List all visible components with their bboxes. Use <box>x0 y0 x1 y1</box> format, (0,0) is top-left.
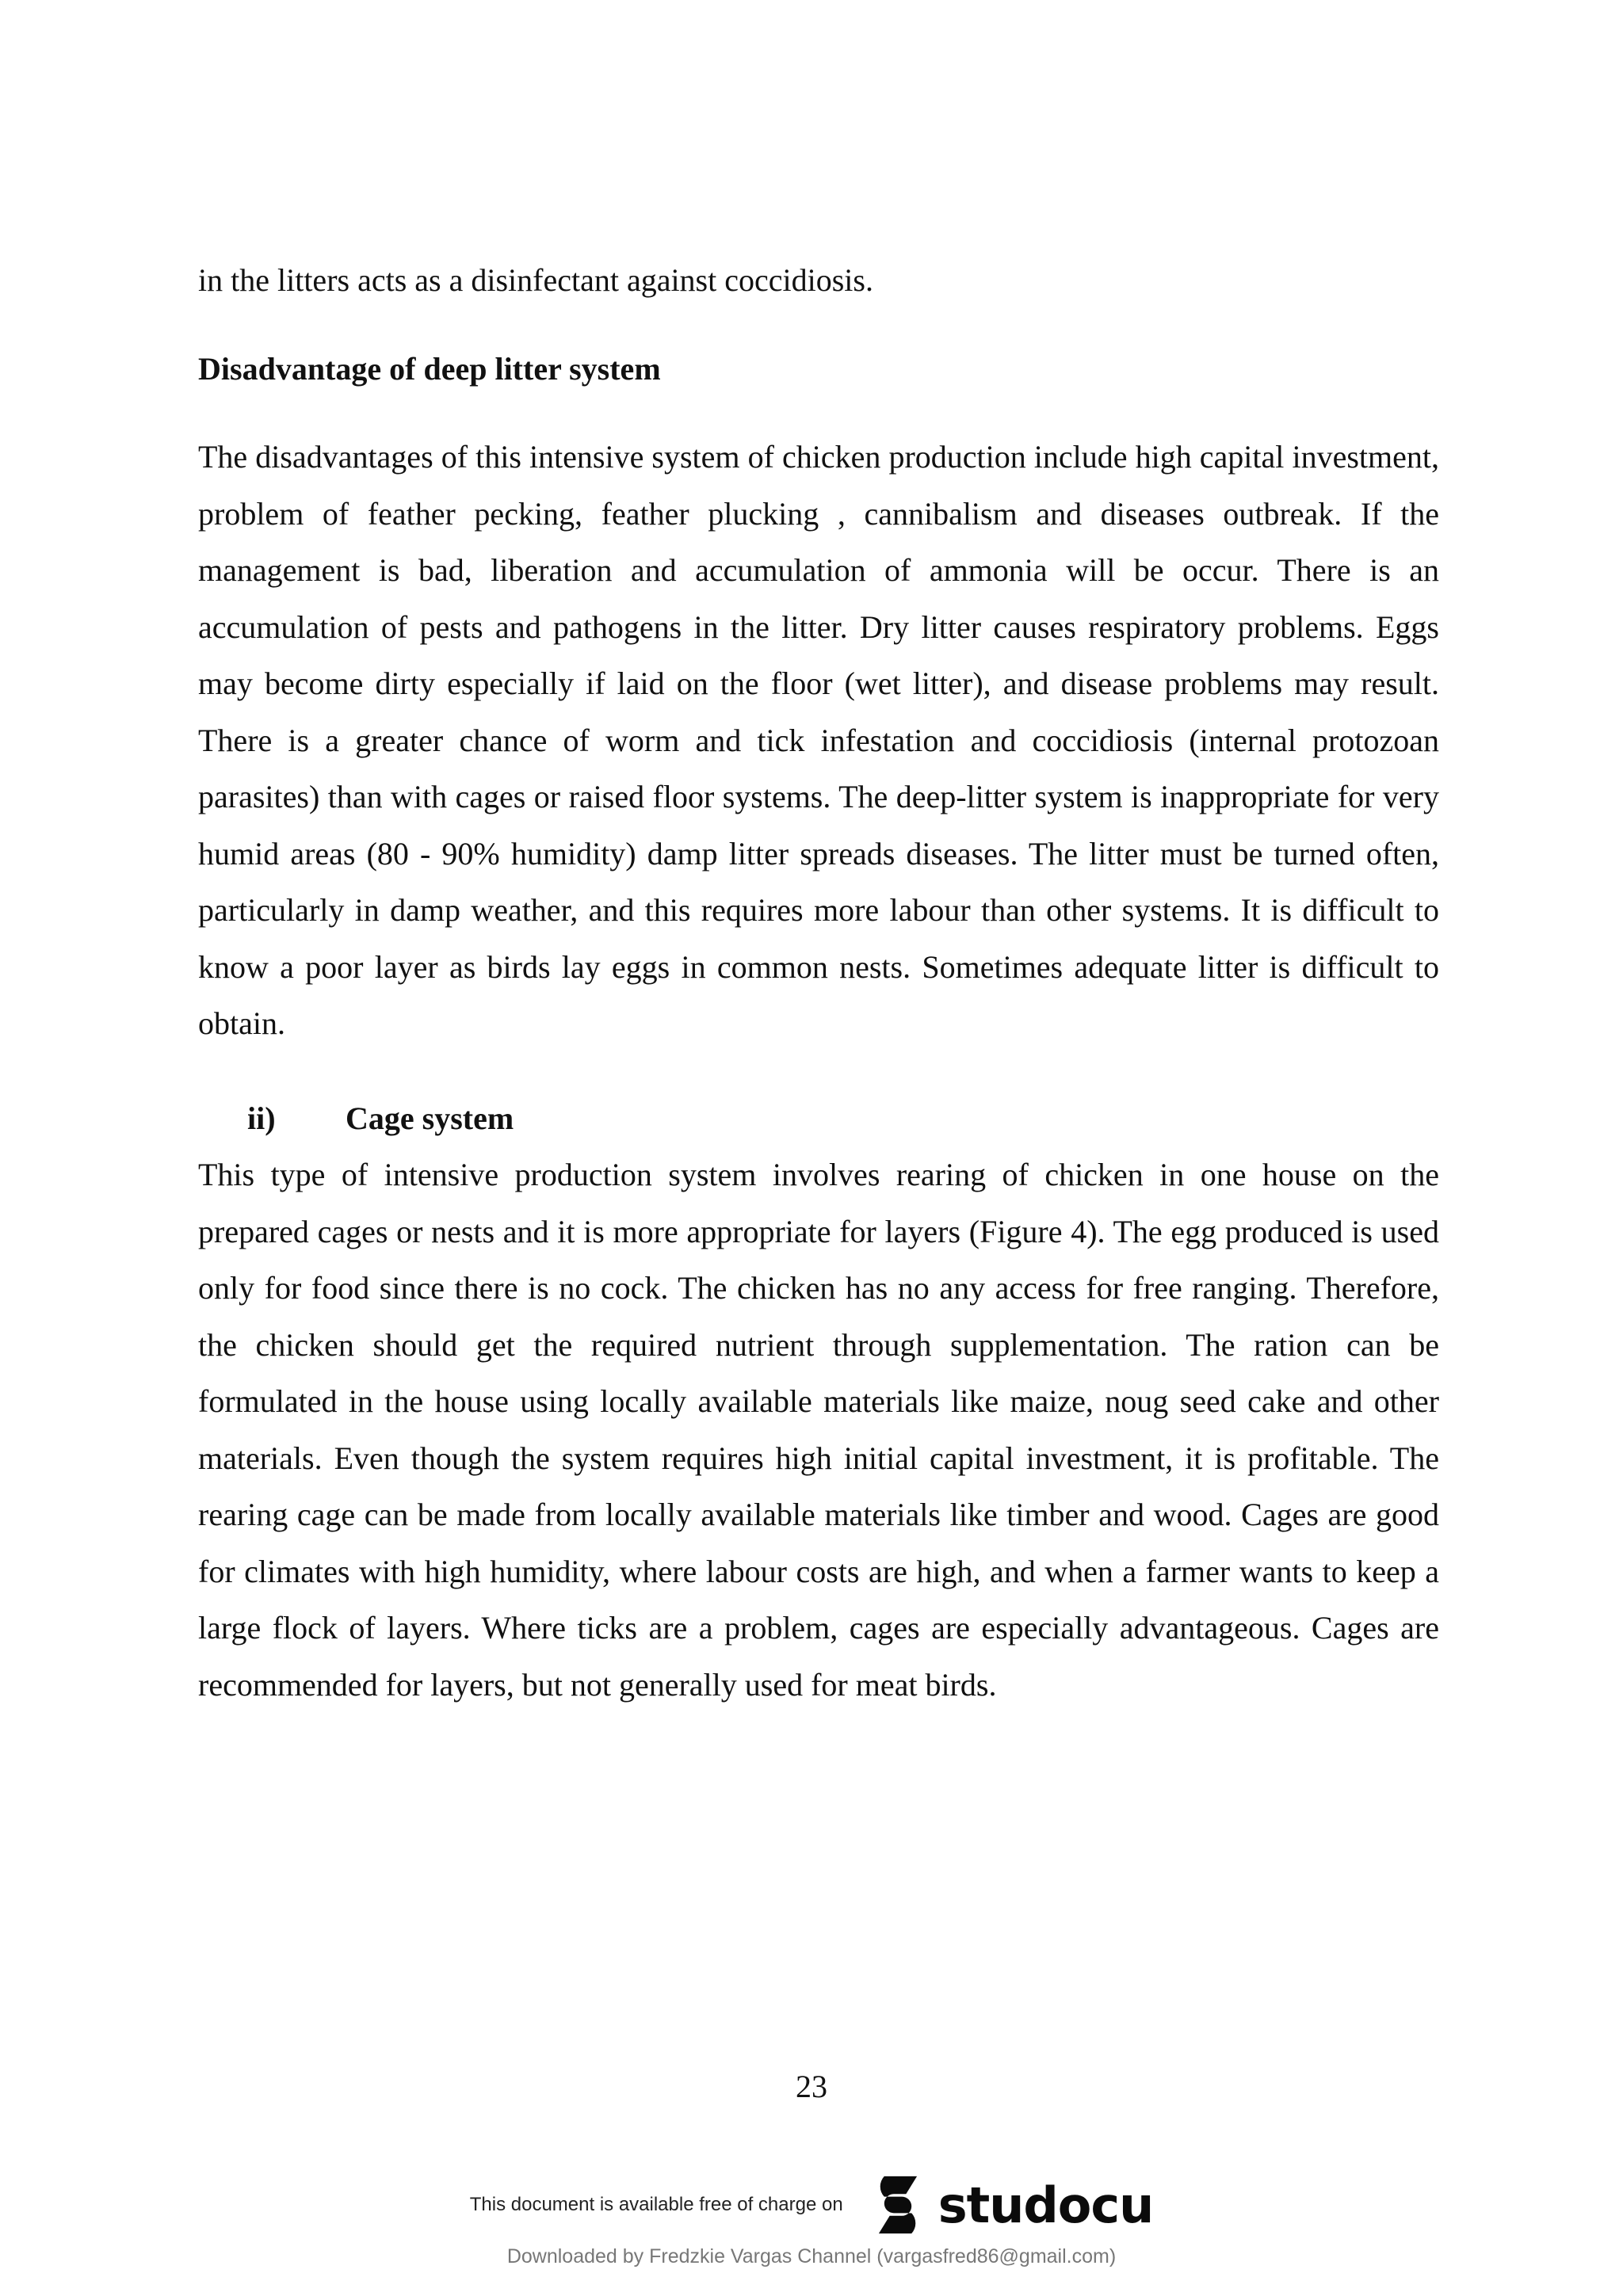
footer <box>0 2171 1623 2268</box>
downloaded-by-text: Downloaded by Fredzkie Vargas Channel (vargasfred86@gmail.com) <box>506 2245 1117 2267</box>
available-text: This document is available free of charge on <box>469 2194 843 2215</box>
footer-top <box>0 2171 1623 2239</box>
cage-paragraph: This type of intensive production system involves rearing of chicken in one house on the prepared cages or nests and it is more appropriate for layers (Figure 4). The egg produced is used only for food since there is no cock. The chicken has no any access for free ranging. Therefore, the chicken should get the required nutrient through supplementation. The ration can be formulated in the house using locally available materials like maize, noug seed cake and other materials. Even though the system requires high initial capital investment, it is profitable. The rearing cage can be made from locally available materials like timber and wood. Cages are good for climates with high humidity, where labour costs are high, and when a farmer wants to keep a large flock of layers. Where ticks are a problem, cages are especially advantageous. Cages are recommended for layers, but not generally used for meat birds. <box>198 1157 1439 1703</box>
studocu-logo-icon <box>864 2171 932 2239</box>
cage-system-heading <box>198 1090 1439 1147</box>
studocu-logo-text: studocu <box>938 2176 1154 2234</box>
disadvantage-heading: Disadvantage of deep litter system <box>198 350 661 387</box>
cage-section-title: Cage system <box>346 1100 514 1136</box>
cage-section-number: ii) <box>247 1100 276 1136</box>
studocu-logo[interactable] <box>864 2171 1154 2239</box>
disadvantage-paragraph: The disadvantages of this intensive system of chicken production include high capital investment, problem of feather pecking, feather plucking , cannibalism and diseases outbreak. If the management is bad, liberation and accumulation of ammonia will be occur. There is an accumulation of pests and pathogens in the litter. Dry litter causes respiratory problems. Eggs may become dirty especially if laid on the floor (wet litter), and disease problems may result. There is a greater chance of worm and tick infestation and coccidiosis (internal protozoan parasites) than with cages or raised floor systems. The deep-litter system is inappropriate for very humid areas (80 - 90% humidity) damp litter spreads diseases. The litter must be turned often, particularly in damp weather, and this requires more labour than other systems. It is difficult to know a poor layer as birds lay eggs in common nests. Sometimes adequate litter is difficult to obtain. <box>198 439 1439 1041</box>
page-number: 23 <box>796 2069 827 2104</box>
intro-line: in the litters acts as a disinfectant against coccidiosis. <box>198 262 873 298</box>
page-content <box>198 252 1439 1713</box>
